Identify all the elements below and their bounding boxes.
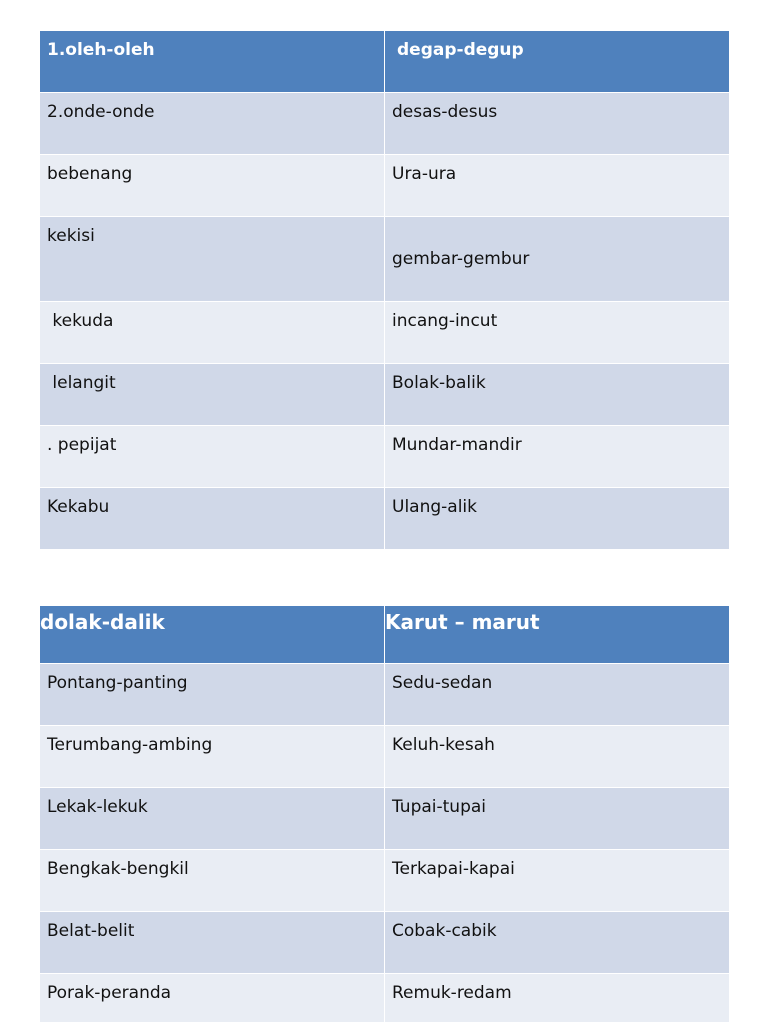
table-row (40, 974, 730, 1023)
table-cell: Lekak-lekuk (40, 788, 385, 850)
table-row (40, 912, 730, 974)
table-cell: 2.onde-onde (40, 93, 385, 155)
table-cell: Tupai-tupai (385, 788, 730, 850)
table-cell: kekisi (40, 217, 385, 302)
table-row (40, 488, 730, 550)
table-cell: Terumbang-ambing (40, 726, 385, 788)
header-cell: 1.oleh-oleh (40, 31, 385, 93)
table-row (40, 302, 730, 364)
table-cell: bebenang (40, 155, 385, 217)
table-row (40, 788, 730, 850)
table-cell: Belat-belit (40, 912, 385, 974)
table-row (40, 850, 730, 912)
table-row (40, 155, 730, 217)
table-cell: Ura-ura (385, 155, 730, 217)
table-row (40, 726, 730, 788)
table-cell: Terkapai-kapai (385, 850, 730, 912)
table-cell: Bolak-balik (385, 364, 730, 426)
table-cell: Bengkak-bengkil (40, 850, 385, 912)
word-table-2 (39, 605, 730, 1023)
table-header-row (40, 606, 730, 664)
table-cell: desas-desus (385, 93, 730, 155)
table-row (40, 364, 730, 426)
table-header-row (40, 31, 730, 93)
table-row (40, 93, 730, 155)
header-cell: degap-degup (385, 31, 730, 93)
table-cell: Porak-peranda (40, 974, 385, 1023)
table-row (40, 426, 730, 488)
table-cell: . pepijat (40, 426, 385, 488)
header-cell: dolak-dalik (40, 606, 385, 664)
table-cell: Sedu-sedan (385, 664, 730, 726)
table-cell: gembar-gembur (385, 217, 730, 302)
header-cell: Karut – marut (385, 606, 730, 664)
table-cell: Ulang-alik (385, 488, 730, 550)
table-cell: Kekabu (40, 488, 385, 550)
table-cell: Remuk-redam (385, 974, 730, 1023)
table-cell: incang-incut (385, 302, 730, 364)
table-row (40, 664, 730, 726)
table-row (40, 217, 730, 302)
table-cell: lelangit (40, 364, 385, 426)
table-cell: Mundar-mandir (385, 426, 730, 488)
table-cell: Pontang-panting (40, 664, 385, 726)
table-cell: Keluh-kesah (385, 726, 730, 788)
word-table-1 (39, 30, 730, 550)
table-cell: Cobak-cabik (385, 912, 730, 974)
table-cell: kekuda (40, 302, 385, 364)
